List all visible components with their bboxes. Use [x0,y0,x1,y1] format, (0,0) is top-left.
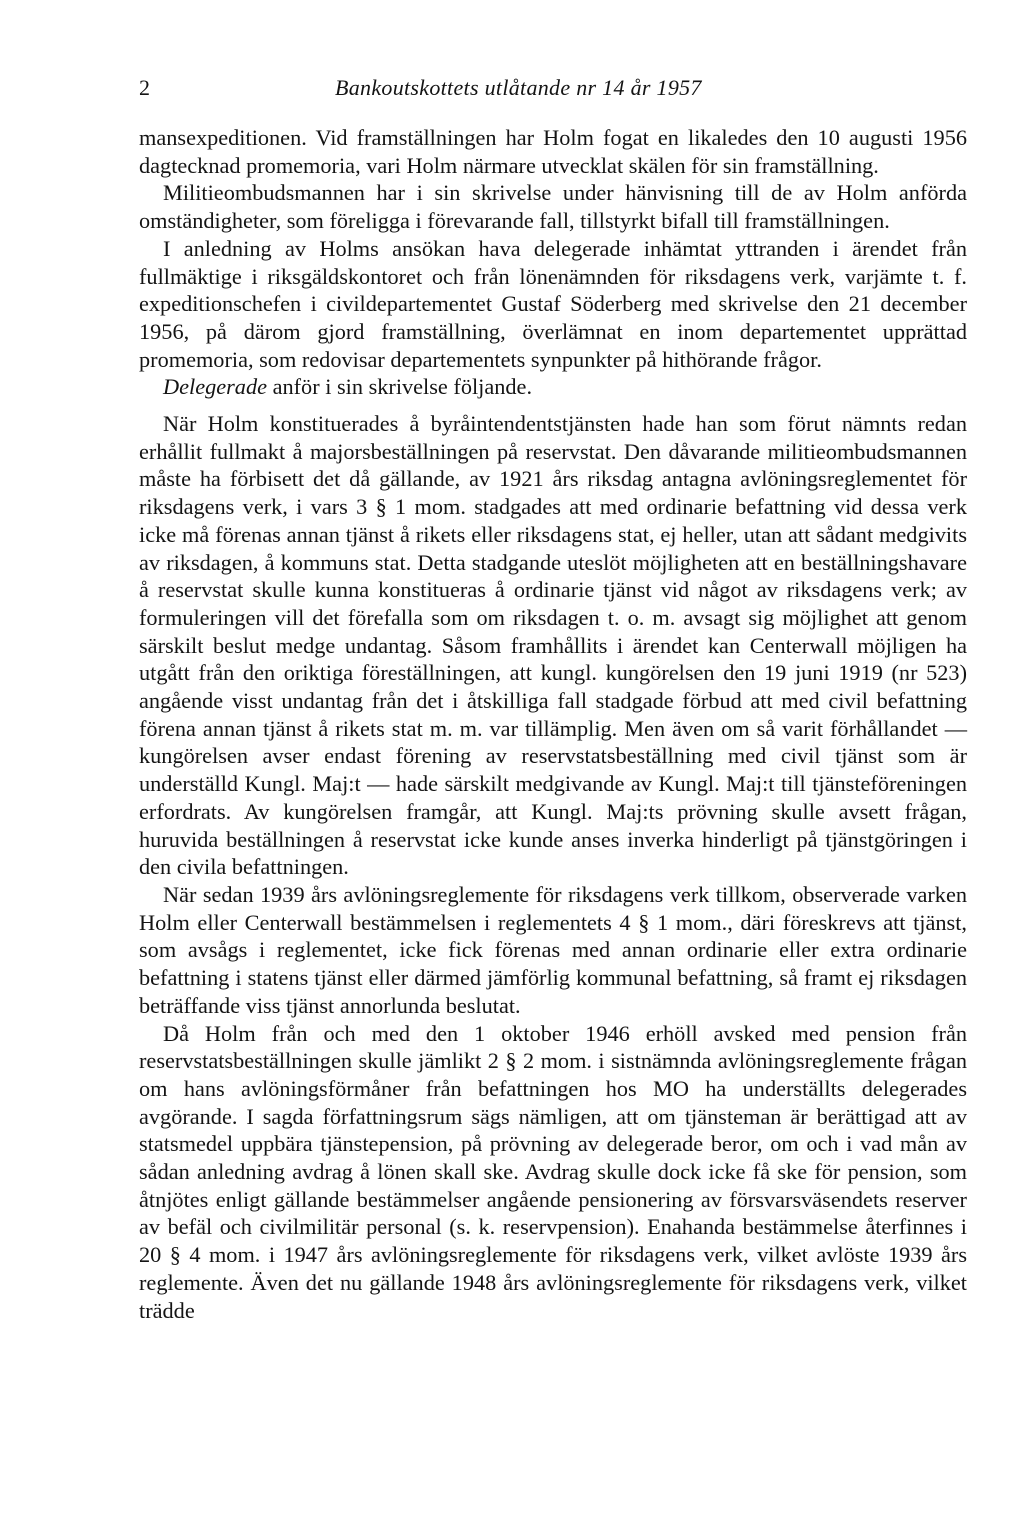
running-title: Bankoutskottets utlåtande nr 14 år 1957 [335,75,702,100]
quoted-paragraph: När sedan 1939 års avlöningsreglemente för riksdagens verk tillkom, observerade varken Holm eller Centerwall bestämmelsen i reglementets 4 § 1 mom., däri föreskrevs att tjänst, som avsågs i reglementet, icke fick förenas med annan ordinarie eller extra ordinarie befattning i statens tjänst eller därmed jämförlig kommunal befattning, så framt ej riksdagen beträffande viss tjänst annorlunda beslutat. [139,881,967,1018]
paragraph-delegerade-intro [139,373,967,401]
delegerade-emphasis: Delegerade [163,374,268,400]
page-header [139,72,969,104]
paragraph-militieombudsmannen: Militieombudsmannen har i sin skrivelse under hänvisning till de av Holm anförda omständigheter, som föreligga i förevarande fall, tillstyrkt bifall till framställningen. [139,180,967,234]
quoted-paragraph: Då Holm från och med den 1 oktober 1946 erhöll avsked med pension från reservstatsbeställningen skulle jämlikt 2 § 2 mom. i sistnämnda avlöningsreglemente frågan om hans avlöningsförmåner från befattningen hos MO ha underställts delegerades avgörande. I sagda författningsrum sägs nämligen, att om tjänsteman är berättigad att av statsmedel uppbära tjänstepension, på prövning av delegerade beror, om och i vad mån av sådan anledning avdrag å lönen skall ske. Avdrag skulle dock icke få ske för pension, som åtnjötes enligt gällande bestämmelser angående pensionering av försvarsväsendets reserver av befäl och civilmilitär personal (s. k. reservpension). Enahanda bestämmelse återfinnes i 20 § 4 mom. i 1947 års avlöningsreglemente för riksdagens verk, vilket avlöste 1939 års reglemente. Även det nu gällande 1948 års avlöningsreglemente för riksdagens verk, vilket trädde [139,1020,967,1323]
paragraph-anledning: I anledning av Holms ansökan hava delegerade inhämtat yttranden i ärendet från fullmäktige i riksgäldskontoret och från lönenämnden för riksdagens verk, varjämte t. f. expeditionschefen i civildepartementet Gustaf Söderberg med skrivelse den 21 december 1956, på därom gjord framställning, överlämnat en inom departementet upprättad promemoria, som redovisar departementets synpunkter på hithörande frågor. [139,235,967,372]
delegerade-rest: anför i sin skrivelse följande. [267,374,533,400]
quoted-paragraph: När Holm konstituerades å byråintendentstjänsten hade han som förut nämnts redan erhållit fullmakt å majorsbeställningen på reservstat. Den dåvarande militieombudsmannen måste ha förbisett det då gällande, av 1921 års riksdag antagna avlöningsreglementet för riksdagens verk, i vars 3 § 1 mom. stadgades att med ordinarie befattning vid dessa verk icke må förenas annan tjänst å rikets eller riksdagens stat, ej heller, utan att sådant medgivits av riksdagen, å kommuns stat. Detta stadgande uteslöt möjligheten att en beställningshavare å reservstat skulle kunna konstitueras å ordinarie tjänst vid något av riksdagens verk; av formuleringen vill det förefalla som om riksdagen t. o. m. avsagt sig möjlighet att genom särskilt beslut medge undantag. Såsom framhållits i ärendet kan Centerwall möjligen ha utgått från den oriktiga föreställningen, att kungl. kungörelsen den 19 juni 1919 (nr 523) angående visst undantag från det i åtskilliga fall stadgade förbud att med civil befattning förena annan tjänst å rikets stat m. m. var tillämplig. Men även om så varit förhållandet — kungörelsen avser endast förening av reservstatsbeställning med civil tjänst som är underställd Kungl. Maj:t — hade särskilt medgivande av Kungl. Maj:t till tjänsteföreningen erfordrats. Av kungörelsen framgår, att Kungl. Maj:ts prövning skulle avsett frågan, huruvida beställningen å reservstat icke kunde anses inverka hinderligt på tjänstgöringen i den civila befattningen. [139,411,967,880]
paragraph-continuation: mansexpeditionen. Vid framställningen har Holm fogat en likaledes den 10 augusti 1956 dagtecknad promemoria, vari Holm närmare utvecklat skälen för sin framställning. [139,125,967,178]
body-text [139,124,967,1324]
page-number: 2 [139,75,150,100]
